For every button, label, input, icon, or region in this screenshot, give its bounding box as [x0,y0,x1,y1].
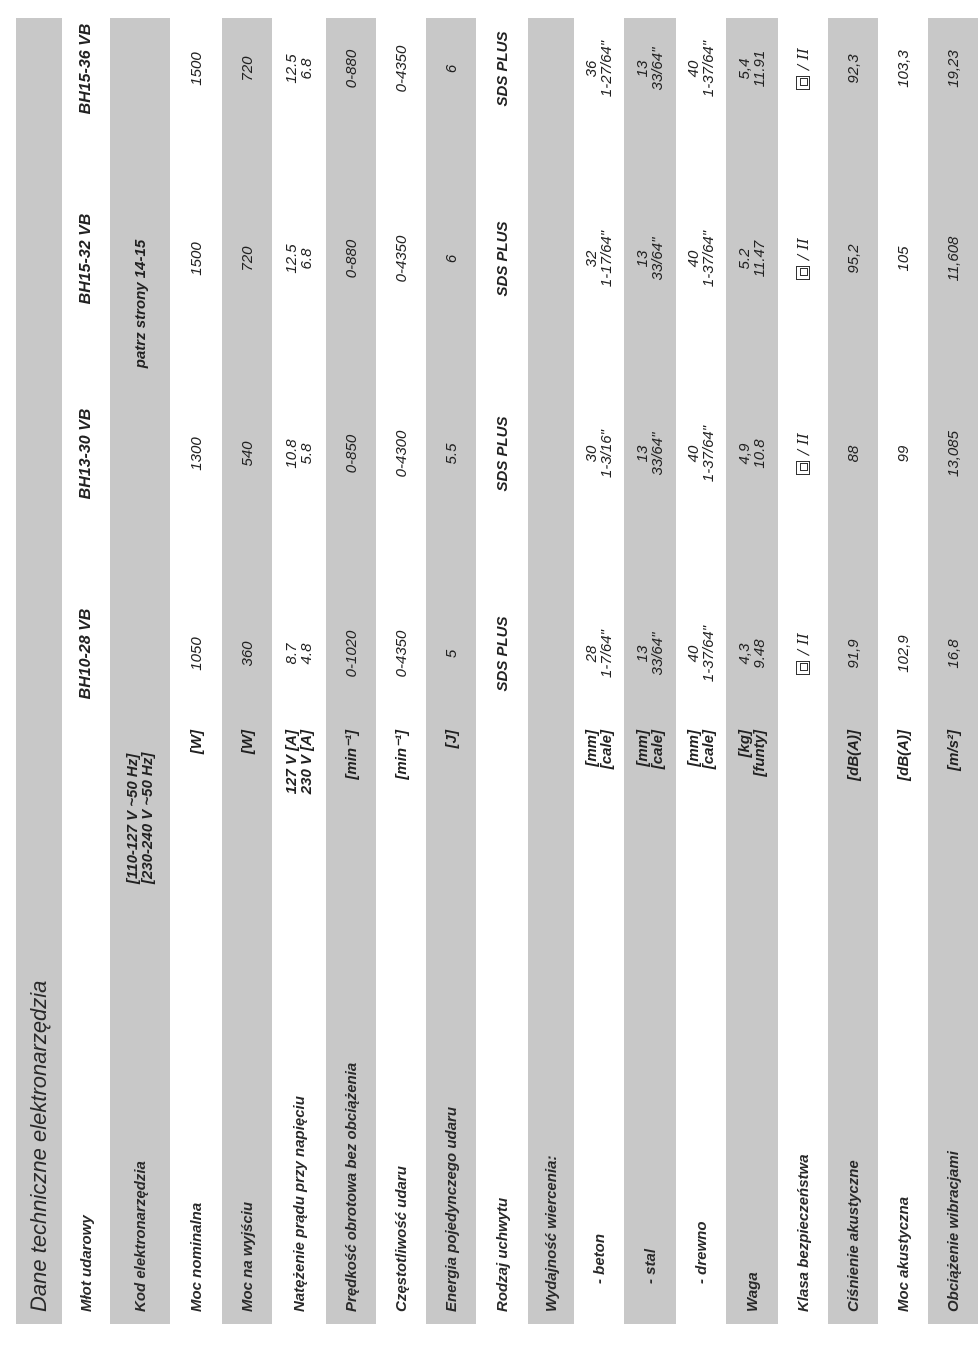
value-cell [878,199,928,319]
value-line: 13 [634,60,651,78]
value-line: / II [793,238,812,260]
unit-line: 127 V [A] [283,730,300,795]
double-insulation-icon [796,461,810,475]
table-row [272,18,326,1324]
value-cell [878,594,928,714]
row-label: Energia pojedynczego udaru [442,1106,460,1312]
table-row [528,18,574,1324]
unit-cell [326,730,376,854]
value-cell [928,9,978,129]
unit-line: [mm] [634,730,651,767]
row-label: Moc nominalna [187,1202,205,1312]
value-line: 1-7/64" [598,630,615,678]
unit-cell [528,730,574,854]
value-line: 1-37/64" [700,40,717,98]
value-line: 103,3 [894,50,912,88]
value-line: 0-4300 [392,430,410,478]
value-line: 1-17/64" [598,230,615,288]
unit-line: [cale] [649,730,666,770]
value-line: 95,2 [844,244,862,274]
unit-cell [828,730,878,854]
value-cell [778,199,828,319]
table-title: Dane techniczne elektronarzędzia [26,980,51,1312]
value-cell [222,199,272,319]
value-cell [778,9,828,129]
value-cell [528,9,574,129]
row-label: Rodzaj uchwytu [493,1197,511,1312]
value-cell [726,9,778,129]
value-cell [376,199,426,319]
value-line: 40 [685,60,702,78]
table-row [928,18,978,1324]
value-line: 33/64" [649,432,666,476]
row-label: Wydajność wiercenia: [542,1155,560,1312]
value-line: 13 [634,645,651,663]
value-cell [170,394,222,514]
value-cell [376,594,426,714]
value-cell [426,9,476,129]
value-cell [426,594,476,714]
row-label: Kod elektronarzędzia [131,1161,149,1312]
spec-table [16,18,962,1324]
unit-line: [m/s²] [944,730,962,771]
value-cell [928,394,978,514]
value-cell [528,594,574,714]
value-line: SDS PLUS [493,416,511,492]
value-line: 1500 [187,52,205,86]
value-line: / II [793,48,812,70]
value-line: 13,085 [944,431,962,477]
value-line: 91,9 [844,639,862,669]
value-line: 5.5 [442,443,460,465]
value-line: 40 [685,250,702,268]
value-line: 4,3 [736,643,753,665]
value-cell [170,199,222,319]
model-header: BH15-32 VB [77,213,94,305]
value-line: 720 [238,246,256,272]
table-row [376,18,426,1324]
unit-line: [funty] [751,730,768,777]
row-label: Częstotliwość udaru [392,1166,410,1312]
value-cell [624,594,676,714]
value-line: 40 [685,445,702,463]
value-cell [272,594,326,714]
value-line: SDS PLUS [493,616,511,692]
value-cell [528,394,574,514]
value-line: 1-37/64" [700,425,717,483]
value-line: 33/64" [649,47,666,91]
value-cell [878,9,928,129]
value-cell [878,394,928,514]
value-line: 1-27/64" [598,40,615,98]
unit-line: [dB(A)] [844,730,862,781]
unit-line: [J] [442,730,460,749]
double-insulation-icon [796,266,810,280]
unit-cell [476,730,528,854]
title-row [16,18,62,1324]
value-line: 1500 [187,242,205,276]
table-row [828,18,878,1324]
value-line: 99 [894,445,912,463]
value-cell [272,394,326,514]
table-row [676,18,726,1324]
value-line: / II [793,433,812,455]
value-cell [272,199,326,319]
value-cell [726,394,778,514]
value-cell [928,199,978,319]
row-label: Natężenie prądu przy napięciu [290,1096,308,1312]
value-cell [676,594,726,714]
unit-line: [min⁻¹] [392,730,410,780]
value-line: 36 [583,60,600,78]
value-line: 1-37/64" [700,230,717,288]
value-cell [828,199,878,319]
value-cell [624,199,676,319]
value-line: 0-850 [342,434,360,474]
value-line: 13 [634,250,651,268]
model-header: BH13-30 VB [77,408,94,500]
value-line: 12.5 [283,244,300,274]
value-line: 10.8 [751,439,768,469]
table-row [170,18,222,1324]
unit-line: [mm] [583,730,600,767]
value-line: 6 [442,64,460,74]
value-line: 8.7 [283,643,300,665]
value-cell [170,9,222,129]
value-line: 1050 [187,637,205,671]
kod-row [110,18,170,1324]
unit-cell [878,730,928,854]
table-row [222,18,272,1324]
value-cell [928,594,978,714]
row-label: Prędkość obrotowa bez obciążenia [342,1062,360,1312]
value-cell [476,394,528,514]
value-line: 30 [583,445,600,463]
header-label: Młot udarowy [77,1215,95,1312]
value-cell [778,394,828,514]
value-line: 1-37/64" [700,625,717,683]
unit-cell [726,730,778,854]
value-cell [222,9,272,129]
value-line: 105 [894,246,912,272]
model-header: BH15-36 VB [77,23,94,115]
table-row [624,18,676,1324]
double-insulation-icon [796,661,810,675]
table-row [778,18,828,1324]
value-line: 4.8 [298,643,315,665]
value-line: 9.48 [751,639,768,669]
unit-cell [574,730,624,854]
value-line: 5 [442,649,460,659]
kod-span-note: patrz strony 14-15 [131,239,149,369]
value-cell [726,199,778,319]
table-row [326,18,376,1324]
row-label: Klasa bezpieczeństwa [794,1154,812,1312]
value-line: 6 [442,254,460,264]
value-cell [574,394,624,514]
value-cell [778,594,828,714]
value-cell [676,9,726,129]
value-line: 11,608 [944,236,962,282]
value-cell [326,9,376,129]
value-line: 40 [685,645,702,663]
table-row [726,18,778,1324]
row-label: - beton [590,1234,608,1284]
value-cell [676,394,726,514]
row-label: Moc na wyjściu [238,1201,256,1312]
value-line: 6.8 [298,58,315,80]
value-cell [222,594,272,714]
unit-line: [min⁻¹] [342,730,360,780]
value-line: 540 [238,441,256,467]
unit-cell [928,730,978,854]
table-row [878,18,928,1324]
value-cell [828,394,878,514]
row-label: Obciążenie wibracjami [944,1151,962,1312]
value-line: 0-4350 [392,45,410,93]
unit-cell [624,730,676,854]
value-line: 33/64" [649,632,666,676]
double-insulation-icon [796,76,810,90]
unit-cell [272,730,326,854]
value-line: 5.2 [736,248,753,270]
value-line: / II [793,633,812,655]
value-line: 88 [844,445,862,463]
value-line: 19,23 [944,50,962,88]
unit-line: [dB(A)] [894,730,912,781]
unit-cell [222,730,272,854]
value-line: 360 [238,641,256,667]
value-line: 5.8 [298,443,315,465]
table-row [574,18,624,1324]
header-row [62,18,110,1324]
value-line: 0-880 [342,239,360,279]
row-label: Ciśnienie akustyczne [844,1160,862,1312]
value-line: 0-1020 [342,630,360,678]
value-cell [574,9,624,129]
value-line: 0-4350 [392,235,410,283]
unit-cell [676,730,726,854]
unit-line: 230 V [A] [298,730,315,795]
value-cell [726,594,778,714]
value-line: 33/64" [649,237,666,281]
value-line: SDS PLUS [493,221,511,297]
model-header: BH10-28 VB [77,608,94,700]
value-cell [574,199,624,319]
unit-cell [778,730,828,854]
value-cell [828,594,878,714]
unit-line: [W] [238,730,256,755]
row-label: - stal [641,1248,659,1284]
unit-line: [230-240 V ~50 Hz] [139,752,156,884]
value-cell [574,594,624,714]
unit-line: [cale] [598,730,615,770]
value-line: 10.8 [283,439,300,469]
unit-line: [cale] [700,730,717,770]
value-cell [528,199,574,319]
value-cell [426,199,476,319]
unit-cell [426,730,476,854]
value-line: 0-880 [342,49,360,89]
value-cell [426,394,476,514]
value-cell [624,9,676,129]
value-line: 6.8 [298,248,315,270]
value-line: 16,8 [944,639,962,669]
table-row [476,18,528,1324]
unit-line: [110-127 V ~50 Hz] [124,753,141,884]
value-cell [828,9,878,129]
row-label: - drewno [692,1221,710,1284]
value-cell [272,9,326,129]
unit-cell [110,714,170,884]
row-label: Waga [743,1272,761,1312]
value-line: 0-4350 [392,630,410,678]
value-line: 28 [583,645,600,663]
value-line: 102,9 [894,635,912,673]
value-cell [326,394,376,514]
value-cell [376,394,426,514]
value-cell [476,199,528,319]
value-line: 12.5 [283,54,300,84]
unit-cell [376,730,426,854]
value-cell [326,594,376,714]
value-line: 1-3/16" [598,430,615,478]
unit-line: [mm] [685,730,702,767]
table-row [426,18,476,1324]
value-cell [676,199,726,319]
value-line: 11.91 [751,50,768,88]
value-cell [326,199,376,319]
unit-cell [170,730,222,854]
value-cell [222,394,272,514]
value-line: 720 [238,56,256,82]
unit-line: [kg] [736,730,753,758]
value-cell [170,594,222,714]
value-cell [476,594,528,714]
value-line: 13 [634,445,651,463]
value-line: 4,9 [736,443,753,465]
row-label: Moc akustyczna [894,1196,912,1312]
value-cell [624,394,676,514]
value-line: 92,3 [844,54,862,84]
value-line: 32 [583,250,600,268]
value-line: 5,4 [736,58,753,80]
value-line: 1300 [187,437,205,471]
value-cell [376,9,426,129]
unit-line: [W] [187,730,205,755]
value-line: 11.47 [751,240,768,278]
value-line: SDS PLUS [493,31,511,107]
value-cell [476,9,528,129]
